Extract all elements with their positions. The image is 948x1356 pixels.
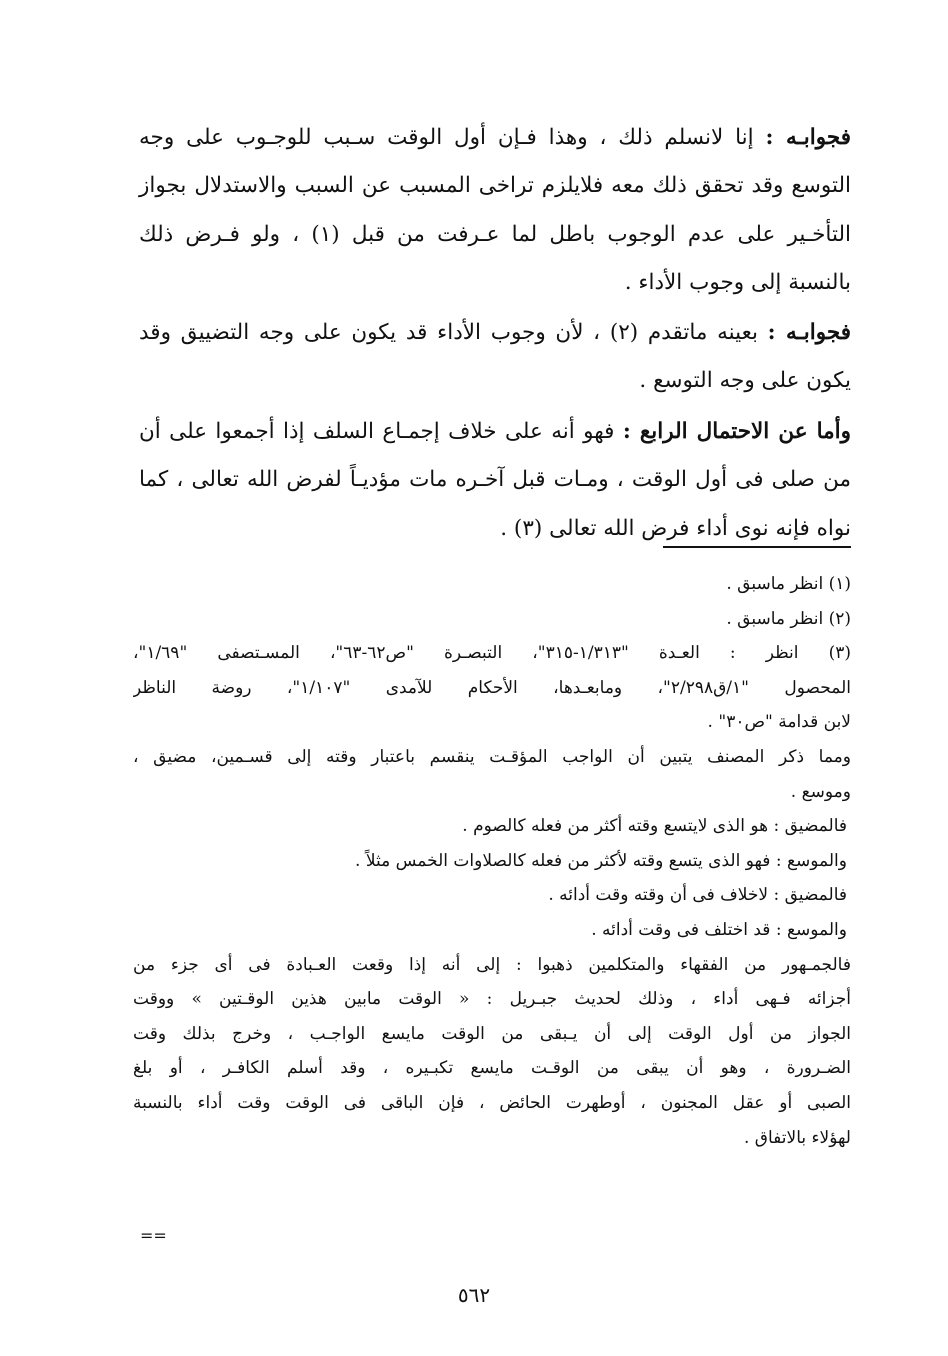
- definition-desc: هو الذى لايتسع وقته أكثر من فعله كالصوم .: [462, 816, 774, 837]
- footnote-3-line-1: (٣) انظر : العـدة "١/٣١٣-٣١٥"، التبصـرة "ص٦٢-٦٣"، المسـتصفى "١/٦٩"،: [133, 643, 851, 664]
- footnote-2: (٢) انظر ماسبق .: [726, 608, 851, 629]
- definition-desc: لاخلاف فى أن وقته وقت أدائه .: [548, 885, 774, 906]
- paragraph-2-text: بعينه ماتقدم (٢) ، لأن وجوب الأداء قد يكون على وجه التضييق وقد يكون على وجه التوسع .: [139, 319, 851, 393]
- definition-row: [133, 878, 851, 913]
- paragraph-1: [139, 114, 851, 308]
- footnote-final-line-2: أجزائه فـهى أداء ، وذلك لحديث جبـريل : « الوقت مابين هذين الوقـتين » ووقت: [133, 989, 851, 1010]
- footnote-separator: [663, 546, 851, 548]
- paragraph-3-text: فهو أنه على خلاف إجمـاع السلف إذا أجمعوا على أن من صلى فى أول الوقت ، ومـات قبل آخـره مات مؤديـاً لفرض الله تعالى ، كما نواه فإنه نوى أداء فرض الله تعالى (٣) .: [139, 418, 851, 541]
- definition-row: [133, 913, 851, 948]
- footnote-extra-line-1: ومما ذكر المصنف يتبين أن الواجب المؤقـت ينقسم باعتبار وقته إلى قسـمين، مضيق ،: [133, 746, 851, 767]
- footnote-final-line-5: الصبى أو عقل المجنون ، أوطهرت الحائض ، فإن الباقى فى الوقت وقت أداء بالنسبة: [133, 1092, 851, 1113]
- definitions-list: [133, 809, 851, 947]
- footnote-final-line-6: لهؤلاء بالاتفاق .: [743, 1127, 851, 1148]
- definition-row: [133, 844, 851, 879]
- footnote-1: (١) انظر ماسبق .: [726, 574, 851, 594]
- definition-desc: فهو الذى يتسع وقته لأكثر من فعله كالصلاوات الخمس مثلاً .: [355, 850, 776, 871]
- paragraph-3-lead: وأما عن الاحتمال الرابع :: [622, 418, 851, 444]
- footnote-3-line-3: لابن قدامة "ص٣٠" .: [707, 712, 851, 733]
- footnote-final-line-4: الضـرورة ، وهو أن يبقى من الوقـت مايسع تكبـيره ، وقد أسلم الكافـر ، أو بلغ: [133, 1058, 851, 1079]
- definition-row: [133, 809, 851, 844]
- definition-term: والموسع :: [775, 919, 847, 940]
- footnote-final-line-3: الجواز من أول الوقت إلى أن يـبقى من الوقت مايسع الواجـب ، وخرج بذلك وقت: [133, 1023, 851, 1044]
- definition-term: فالمضيق :: [773, 816, 847, 837]
- page-number: ٥٦٢: [457, 1283, 491, 1307]
- paragraph-3: [139, 408, 851, 554]
- definition-term: والموسع :: [775, 850, 847, 871]
- paragraph-2: [139, 309, 851, 406]
- definition-desc: قد اختلف فى وقت أدائه .: [591, 919, 776, 940]
- footnote-3-line-2: المحصول "١/ق٢/٢٩٨"، ومابعـدها، الأحكام للآمدى "١/١٠٧"، روضة الناظر: [133, 677, 851, 698]
- paragraph-2-lead: فجوابـه :: [767, 319, 852, 345]
- paragraph-1-text: إنا لانسلم ذلك ، وهذا فـإن أول الوقت سـبب للوجـوب على وجه التوسع وقد تحقق ذلك معه فلايلزم تراخى المسبب عن السبب والاستدلال بجواز التأخـير على عدم الوجوب باطل لما عـرفت من قبل (١) ، ولو فـرض ذلك بالنسبة إلى وجوب الأداء .: [139, 124, 851, 295]
- footnote-extra-line-2: وموسع .: [790, 781, 851, 802]
- definition-term: فالمضيق :: [773, 885, 847, 906]
- footnotes: [133, 567, 851, 1155]
- paragraph-1-lead: فجوابـه :: [765, 124, 851, 150]
- continuation-mark: ==: [140, 1226, 167, 1245]
- footnote-final-line-1: فالجمـهور من الفقهاء والمتكلمين ذهبوا : إلى أنه إذا وقعت العـبادة فى أى جزء من: [133, 954, 851, 975]
